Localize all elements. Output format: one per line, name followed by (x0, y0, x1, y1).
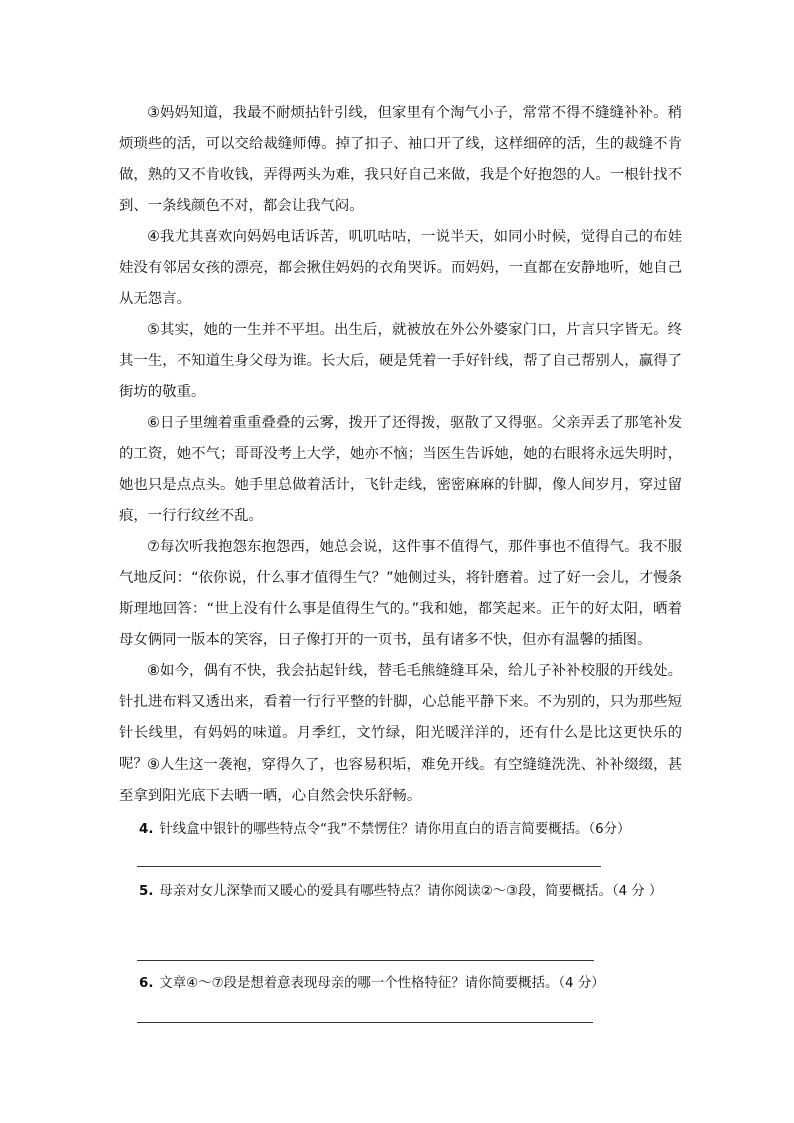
paragraph-8: ⑧如今，偶有不快，我会拈起针线，替毛毛熊缝缝耳朵，给儿子补补校服的开线处。针扎进布料又透出来，看着一行行平整的针脚，心总能平静下来。不为别的，只为那些短针长线里，有妈妈的味道。月季红，文竹绿，阳光暖洋洋的，还有什么是比这更快乐的呢？ (119, 663, 682, 772)
question-number: 6. (139, 976, 154, 991)
question-4 (139, 815, 679, 845)
paragraph-7: ⑦每次听我抱怨东抱怨西，她总会说，这件事不值得气，那件事也不值得气。我不服气地反问：“依你说，什么事才值得生气？”她侧过头，将针磨着。过了好一会儿，才慢条斯理地回答：“世上没有什么事是值得生气的。”我和她，都笑起来。正午的好太阳，晒着母女俩同一版本的笑容，日子像打开的一页书，虽有诸多不快，但亦有温馨的插图。 (119, 539, 682, 648)
paragraph-5: ⑤其实，她的一生并不平坦。出生后，就被放在外公外婆家门口，片言只字皆无。终其一生，不知道生身父母为谁。长大后，硬是凭着一手好针线，帮了自己帮别人，赢得了街坊的敬重。 (119, 322, 682, 400)
question-5 (139, 877, 679, 907)
paragraph-4: ④我尤其喜欢向妈妈电话诉苦，叽叽咕咕，一说半天，如同小时候，觉得自己的布娃娃没有邻居女孩的漂亮，都会揪住妈妈的衣角哭诉。而妈妈，一直都在安静地听，她自己从无怨言。 (119, 229, 682, 307)
question-text: 文章④～⑦段是想着意表现母亲的哪一个性格特征？请你简要概括。（4 分） (159, 976, 605, 991)
question-number: 5. (139, 884, 154, 899)
question-text: 针线盒中银针的哪些特点令“我”不禁愣住？请你用直白的语言简要概括。（6分） (159, 822, 631, 837)
answer-line-6[interactable] (137, 1022, 593, 1023)
paragraph-6: ⑥日子里缠着重重叠叠的云雾，拨开了还得拨，驱散了又得驱。父亲弄丢了那笔补发的工资，她不气；哥哥没考上大学，她亦不恼；当医生告诉她，她的右眼将永远失明时，她也只是点点头。她手里总做着活计，飞针走线，密密麻麻的针脚，像人间岁月，穿过留痕，一行行纹丝不乱。 (119, 415, 682, 524)
paragraph-3: ③妈妈知道，我最不耐烦拈针引线，但家里有个淘气小子，常常不得不缝缝补补。稍烦琐些的活，可以交给裁缝师傅。掉了扣子、袖口开了线，这样细碎的活，生的裁缝不肯做，熟的又不肯收钱，弄得两头为难，我只好自己来做，我是个好抱怨的人。一根针找不到、一条线颜色不对，都会让我气闷。 (119, 105, 682, 214)
question-text: 母亲对女儿深挚而又暖心的爱具有哪些特点？请你阅读②～③段，简要概括。（4 分 ） (159, 884, 663, 899)
question-6 (139, 969, 679, 999)
paragraph-9: ⑨人生这一袭袍，穿得久了，也容易积垢，难免开线。有空缝缝洗洗、补补缀缀，甚至拿到阳光底下去晒一晒，心自然会快乐舒畅。 (119, 757, 682, 804)
answer-line-4[interactable] (137, 866, 601, 867)
answer-line-5[interactable] (137, 960, 594, 961)
question-number: 4. (139, 822, 154, 837)
